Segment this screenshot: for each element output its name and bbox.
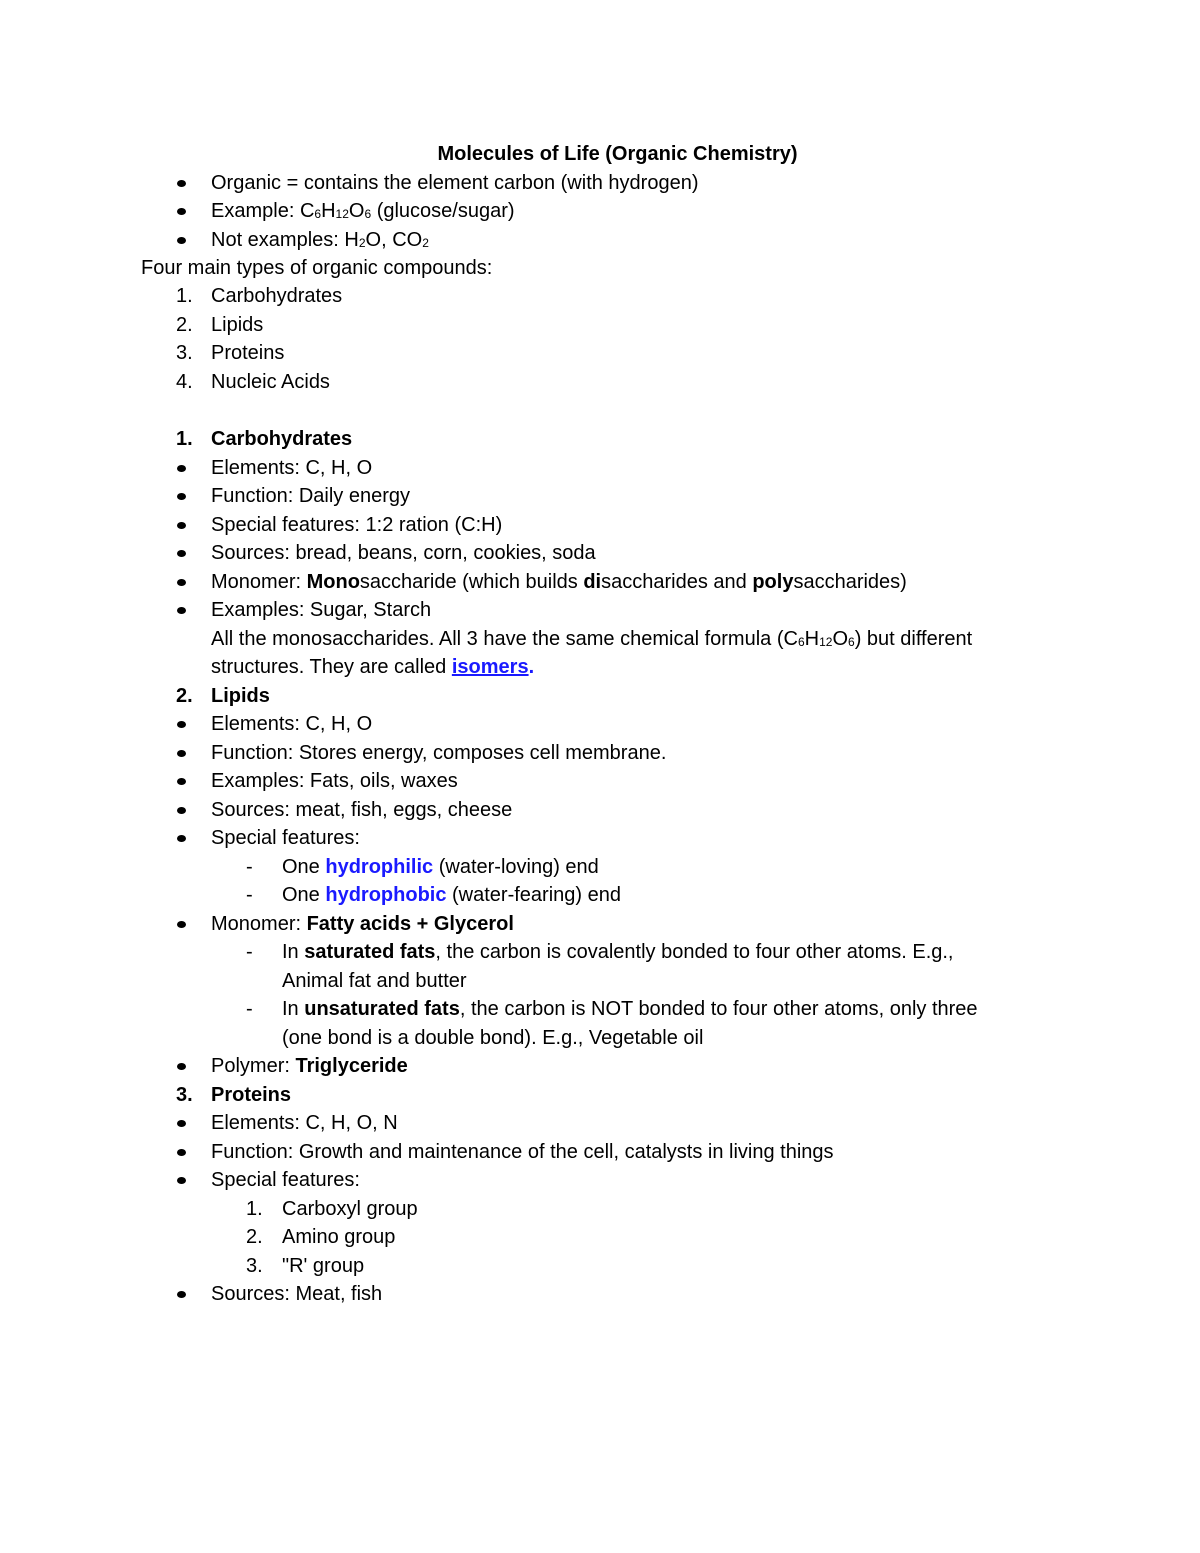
bullet-icon <box>177 465 186 472</box>
bullet-icon <box>177 750 186 757</box>
bullet-icon <box>177 579 186 586</box>
bullet-icon <box>177 237 186 244</box>
type-lipids: Lipids <box>211 314 264 336</box>
bullet-icon <box>177 1177 186 1184</box>
monomer-text: Monomer: Monosaccharide (which builds disaccharides and polysaccharides) <box>211 571 907 593</box>
not-examples-text: Not examples: $H_2O$, $CO_2$ <box>211 229 429 251</box>
page-title: Molecules of Life (Organic Chemistry) <box>437 143 798 165</box>
organic-definition: Organic = contains the element carbon (with hydrogen) <box>211 172 699 194</box>
bullet-icon <box>177 522 186 529</box>
bullet-icon <box>177 550 186 557</box>
isomers-link[interactable]: isomers <box>451 656 529 678</box>
type-proteins: Proteins <box>211 342 285 364</box>
bullet-icon <box>177 835 186 842</box>
type-nucleic-acids: Nucleic Acids <box>211 371 330 393</box>
bullet-icon <box>177 721 186 728</box>
document-page: Molecules of Life (Organic Chemistry) Organic = contains the element carbon (with hydrogen) Example: $C_6H_{12}O_6$ (glucose/sugar) Not examples: $H_2O$, $CO_2$ Four main types of organic compounds: 1. Carbohydrates 2. Lipids 3. Proteins 4. Nucleic Acids 1. Carbohydrates Elements: C, H, O Function: Daily energy Special features: 1:2 ration (C:H) Sources: bread, beans, corn, cookies, soda Monomer: Monosaccharide (which builds disaccharides and polysaccharides) Examples: Sugar, Starch All the monosaccharides. All 3 have the same chemical formula $(C_6H_{12}O_6)$ but different structures. They are called isomers. 2. Lipids Elements: C, H, O Function: Stores energy, composes cell membrane. Examples: Fats, oils, waxes Sources: meat, fish, eggs, cheese Special features: - One hydrophilic (water-loving) end - One hydrophobic (water-fearing) end Monomer: Fatty acids + Glycerol - In saturated fats, the carbon is covalently bonded to four other atoms. E.g., Animal fat and butter - In unsaturated fats, the carbon is NOT bonded to four other atoms, only three (one bond is a double bond). E.g., Vegetable oil Polymer: Triglyceride 3. Proteins Elements: C, H, O, N Function: Growth and maintenance of the cell, catalysts in living things Special features: 1. Carboxyl group 2. Amino group 3. "R' group Sources: Meat, fish <box>0 0 1200 1553</box>
bullet-icon <box>177 208 186 215</box>
hydrophobic-term: hydrophobic <box>325 884 447 906</box>
bullet-icon <box>177 180 186 187</box>
bullet-icon <box>177 1120 186 1127</box>
type-carbohydrates: Carbohydrates <box>211 285 343 307</box>
bullet-icon <box>177 607 186 614</box>
bullet-icon <box>177 1063 186 1070</box>
example-text: Example: $C_6H_{12}O_6$ (glucose/sugar) <box>211 200 515 222</box>
bullet-icon <box>177 1149 186 1156</box>
hydrophilic-term: hydrophilic <box>325 856 434 878</box>
bullet-icon <box>177 921 186 928</box>
bullet-icon <box>177 807 186 814</box>
bullet-icon <box>177 1291 186 1298</box>
bullet-icon <box>177 778 186 785</box>
bullet-icon <box>177 493 186 500</box>
types-heading: Four main types of organic compounds: <box>141 257 493 279</box>
